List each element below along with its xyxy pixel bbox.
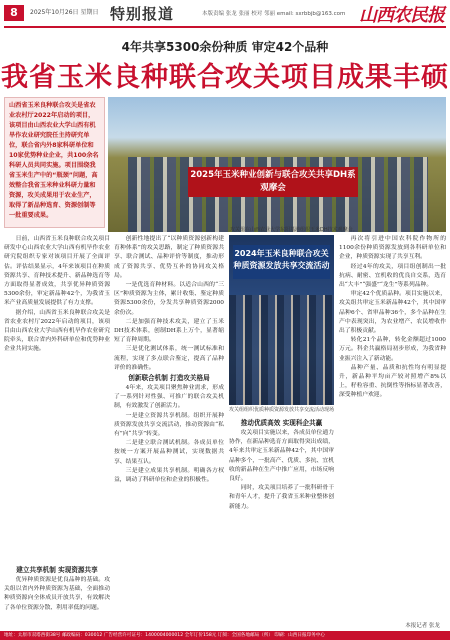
- photo-banner: 2025年玉米种业创新与联合攻关共享DH系观摩会: [188, 167, 358, 197]
- article-author: 本报记者 张龙: [405, 623, 440, 629]
- paragraph: 优异种质资源是优良品种的基础。攻关组以省内外种质资源为基础，全面推动种质资源向全体成员开放共享，有效解决了各单位资源分散、利用率低的问题。: [4, 577, 110, 611]
- photo-stage-screen: 2024年玉米良种联合攻关种质资源发放共享交流活动: [233, 245, 330, 279]
- article-headline: 我省玉米良种联合攻关项目成果丰硕: [1, 62, 449, 93]
- header-rule: [4, 26, 446, 28]
- article-column-1: [4, 235, 110, 533]
- photo-caption-2: 攻关组组织优质种质资源发放共享交流活动现场: [229, 407, 335, 413]
- paragraph: 再次将引进中国农科院作物所的1100余份种质资源发放到各科研单位和企业，种质资源实现了共享互利。: [339, 236, 446, 261]
- editors-line: 本版责编 张龙 张丽 校对 邻丽 email: sxrbbjb@163.com: [202, 11, 346, 17]
- article-subheadline: 4年共享5300余份种质 审定42个品种: [121, 40, 329, 54]
- paragraph: 攻关项目实施以来，各成员单位通力协作，在新品种选育方面取得突出成绩，4年来共审定玉米新品种42个，其中国审品种多个，一批高产、优质、多抗、宜机收的新品种在生产中推广应用，市场反响良好。: [229, 430, 334, 483]
- paragraph: 二是加强育种技术攻关，建立了玉米DH技术体系，创制DH系上万个，显著缩短了育种周期。: [114, 318, 224, 344]
- paragraph: 一是优选育种材料。以适合山西的“三区”种质资源为主体，累计收集、鉴定种质资源5300余份，分发共享种质资源2000余份次。: [114, 282, 224, 316]
- photo-audience: [229, 295, 334, 405]
- section-tag: 特别报道: [110, 5, 175, 23]
- issue-date: 2025年10月26日 星期日: [30, 9, 99, 16]
- article-column-3: [229, 418, 334, 633]
- paragraph: 4年来，攻关项目聚焦种业需求，形成了一系列针对性强、可推广的联合攻关机制，有效激发了创新活力。: [114, 385, 224, 410]
- photo-caption-1: 攻关组在山西农业大学东阳基地组织玉米DH技术观摩会。: [230, 227, 358, 233]
- paragraph: 同时，攻关项目培养了一批科研骨干和青年人才，提升了我省玉米种业整体创新能力。: [229, 485, 334, 510]
- subhead-results: 推动优质高效 实现科企共赢: [240, 419, 323, 427]
- article-column-4: [339, 235, 446, 633]
- page-number: 8: [4, 5, 24, 21]
- paragraph: 经过4年的攻关，项目组创制出一批抗病、耐密、宜机收的优良自交系，选育出“大丰”“强盛”“龙生”等系列品种。: [339, 263, 446, 289]
- paragraph: 据介绍，山西省玉米良种联合攻关是省农业农村厅2022年启动的项目，该项目由山西农业大学山西有机旱作农业研究院牵头，联合省内外科研单位和优势种业企业共同实施。: [4, 309, 110, 353]
- paragraph: 转化21个品种，转化金额超过1000万元。科企共赢格局初步形成，为我省种业振兴注入了新动能。: [339, 337, 446, 362]
- paragraph: 创新性地提出了“以种质资源创新构建育种体系”的攻关思路，制定了种质资源共享、联合测试、品种评价等制度，推动形成了资源共享、优势互补的协同攻关格局。: [114, 236, 224, 279]
- paragraph: 日前，山西省玉米良种联合攻关项目研发中心山西农业大学山西有机旱作农业研究院组织专家对该项目开展了全面评估。评估结果显示，4年来该项目在种质资源共享、育种技术提升、新品种选育等方面取得显著成效，共享优异种质资源5300余份，审定新品种42个，为我省玉米产业高质量发展提供了有力支撑。: [4, 236, 110, 307]
- field-observation-photo: [108, 97, 446, 232]
- paragraph: 审定42个优质品种。项目实施以来，攻关组共审定玉米新品种42个，其中国审品种6个、省审品种36个，多个品种在生产中表现突出，为农业增产、农民增收作出了积极贡献。: [339, 291, 446, 335]
- article-summary: 山西省玉米良种联合攻关是省农业农村厅2022年启动的项目，该项目由山西农业大学山西有机旱作农业研究院任主持研究单位，联合省内外8家科研单位和10家优势种业企业，共100余名科研人员共同实施。项目围绕我省玉米生产中的“瓶颈”问题，高效整合我省玉米种业科研力量和资源，攻关成果用于农业生产，取得了新品种选育、资源创制等一批重要成果。: [4, 97, 105, 228]
- paragraph: 三是建立成果共享机制。明确各方权益，调动了科研单位和企业的积极性。: [114, 467, 224, 484]
- subhead-resource-sharing: 建立共享机制 实现资源共享: [16, 566, 98, 574]
- page-footer: 地址：太原市双塔西街38号 邮政编码：030012 广告经营许可证号：1400004000012 全年订价158元 订阅：全国各地邮局（所） 印刷：山西日报印务中心: [0, 631, 450, 640]
- resource-sharing-photo: [229, 235, 334, 405]
- article-column-2: [114, 235, 224, 633]
- paragraph: 二是建立联合测试机制。各成员单位按统一方案开展品种测试，实现数据共享、结果互认。: [114, 440, 224, 465]
- paragraph: 品种产量、品质和抗性均有明显提升，新品种平均亩产较对照增产8%以上，籽粒容重、抗倒性等指标显著改善，深受种植户欢迎。: [339, 364, 446, 399]
- paragraph: 三是优化测试体系，统一测试标准和流程，实现了多点联合鉴定，提高了品种评价的准确性。: [114, 346, 224, 371]
- newspaper-masthead: 山西农民报: [359, 5, 444, 26]
- page-header: [0, 0, 450, 28]
- paragraph: 一是建立资源共享机制。组织开展种质资源发放共享交流活动，推动资源由“私有”向“共享”转变。: [114, 412, 224, 438]
- subhead-innovation: 创新联合机制 打造攻关格局: [128, 374, 210, 383]
